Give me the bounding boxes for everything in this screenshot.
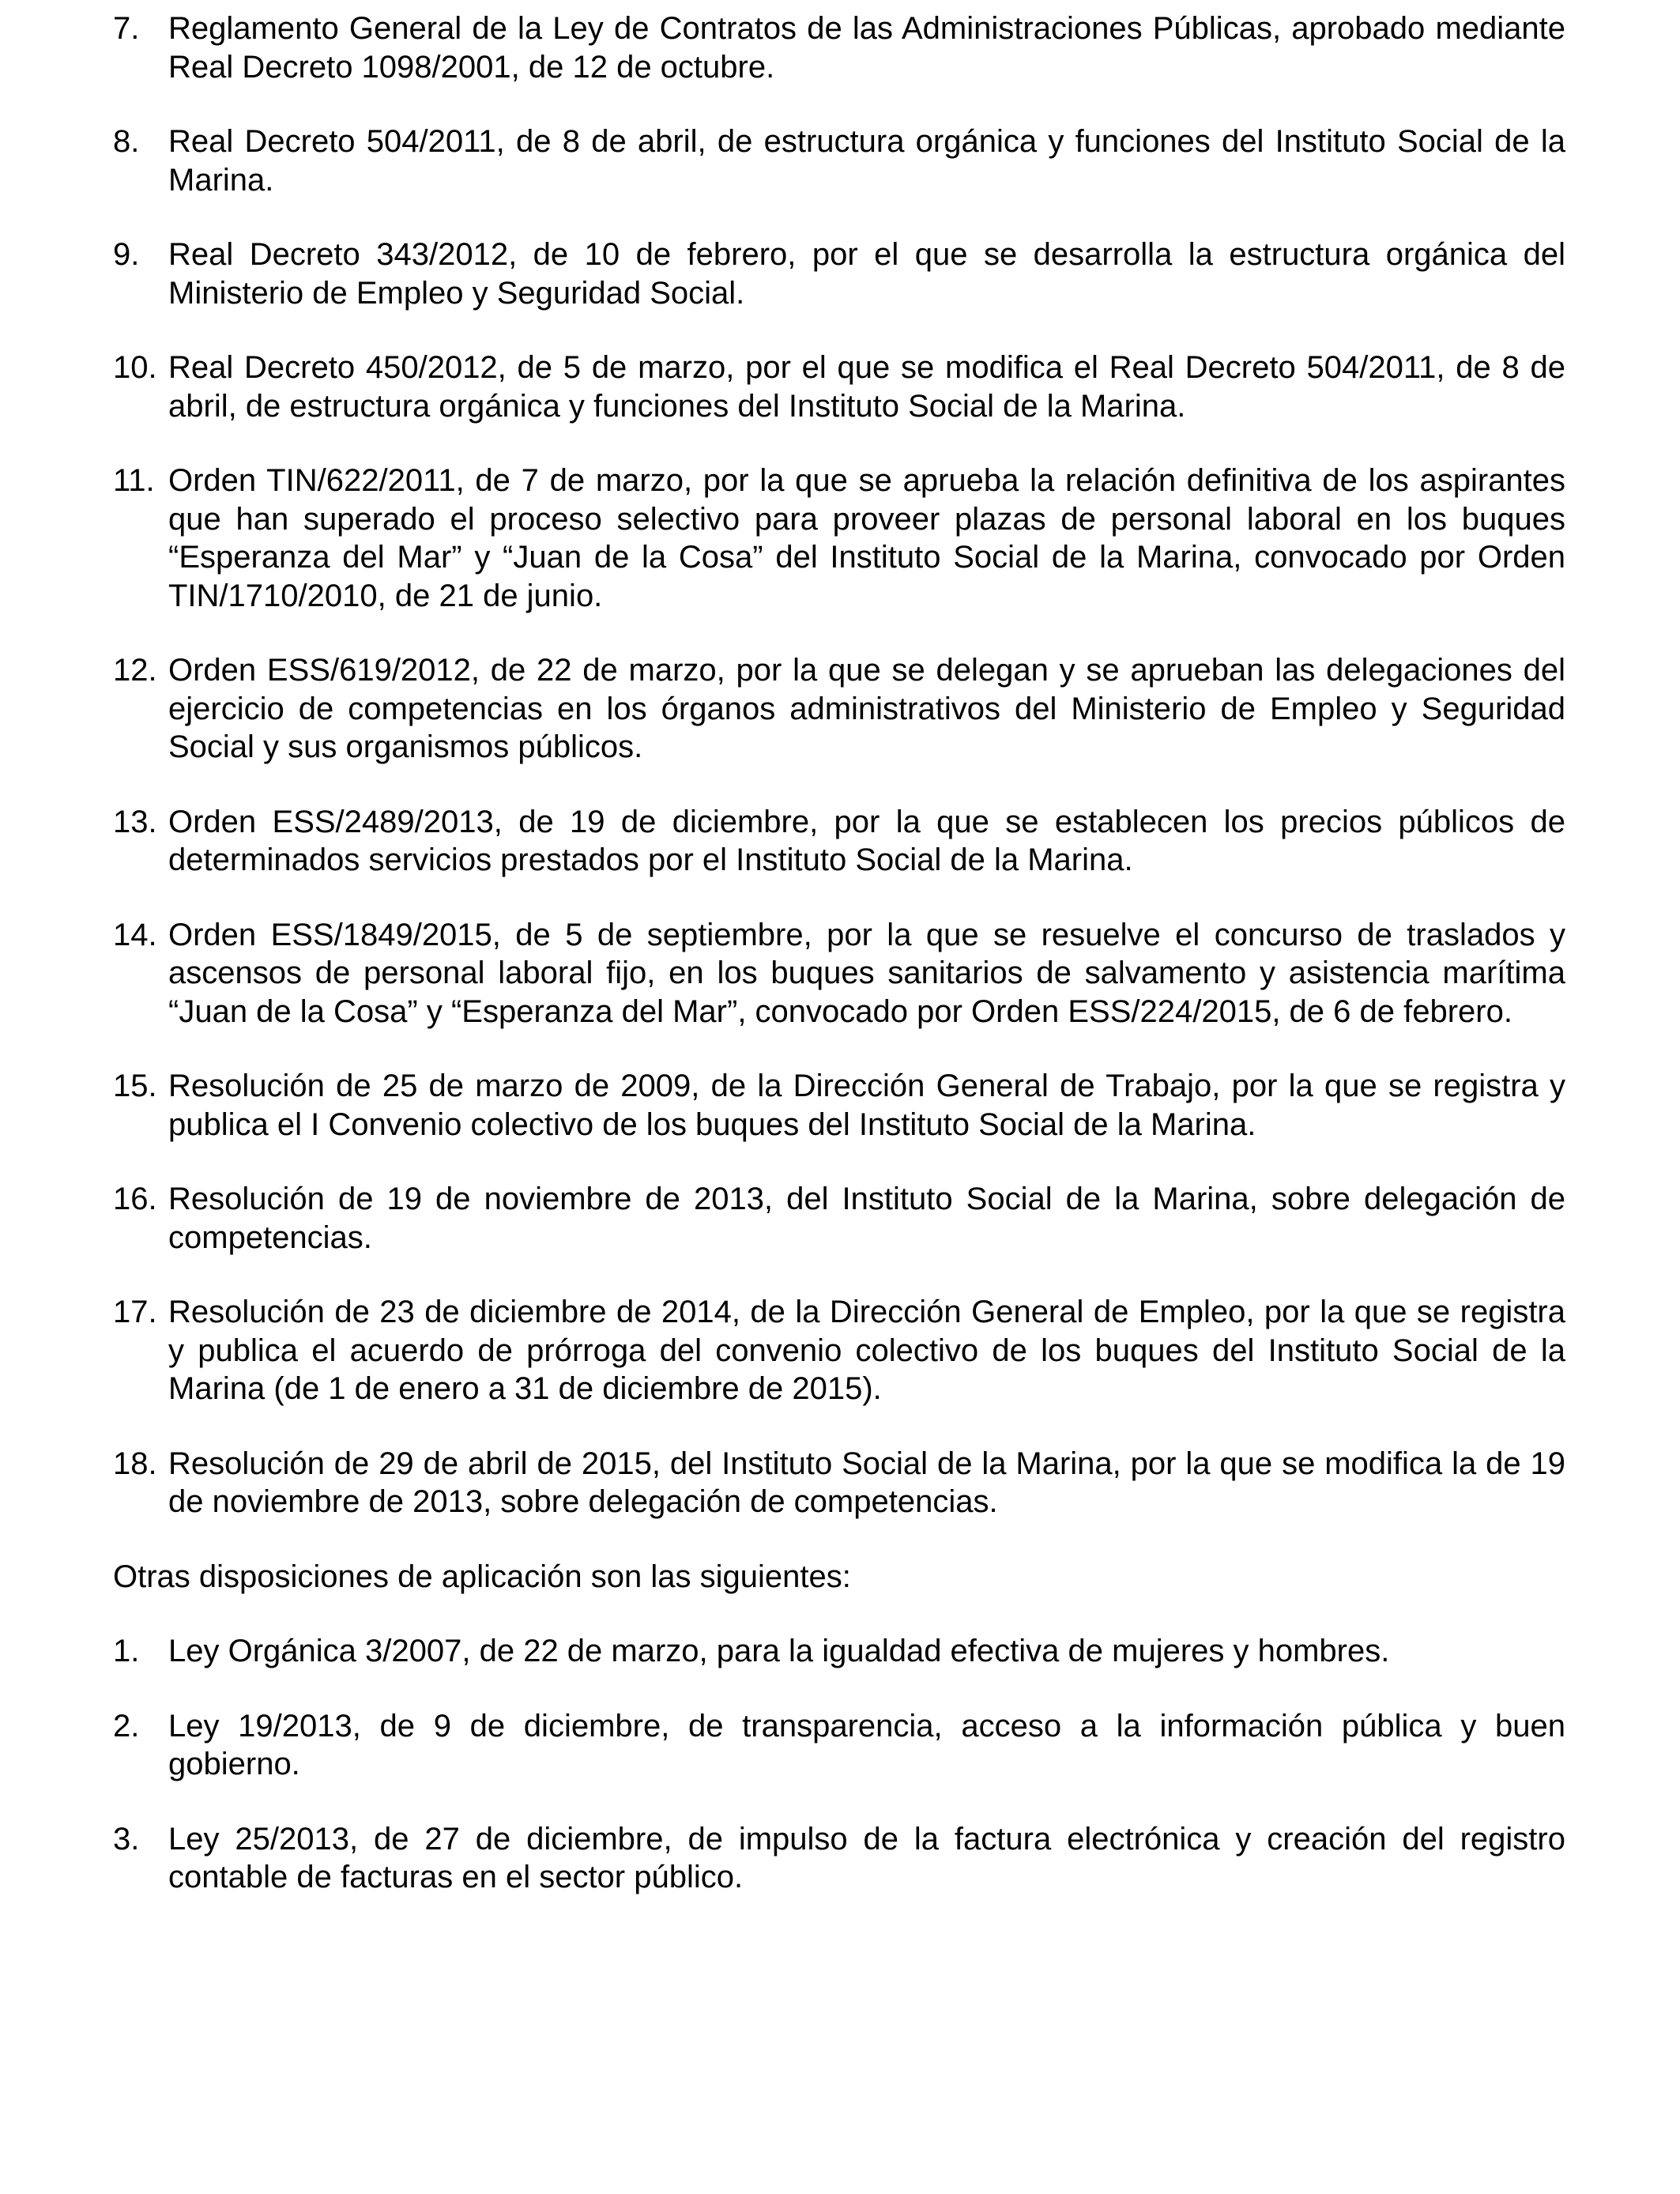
list-item-number: 2. <box>113 1708 140 1744</box>
list-item-text: Resolución de 25 de marzo de 2009, de la Dirección General de Trabajo, por la que se registra y publica el I Convenio colectivo de los buques del Instituto Social de la Marina. <box>168 1069 1565 1142</box>
list-item <box>113 1820 1565 1897</box>
list-item-text: Real Decreto 504/2011, de 8 de abril, de estructura orgánica y funciones del Instituto Social de la Marina. <box>168 124 1565 198</box>
list-item <box>113 236 1565 312</box>
list-item-number: 7. <box>113 11 140 46</box>
list-item <box>113 1067 1565 1144</box>
document-page <box>113 9 1565 1933</box>
list-item <box>113 1180 1565 1257</box>
list-item-number: 11. <box>113 463 155 498</box>
list-item-number: 14. <box>113 917 157 952</box>
list-item <box>113 1707 1565 1784</box>
list-item-number: 10. <box>113 350 157 385</box>
list-item <box>113 1293 1565 1408</box>
list-item <box>113 9 1565 86</box>
list-item-text: Ley 19/2013, de 9 de diciembre, de transparencia, acceso a la información pública y buen gobierno. <box>168 1708 1565 1781</box>
section-intro-paragraph: Otras disposiciones de aplicación son las siguientes: <box>113 1559 851 1594</box>
list-item <box>113 1445 1565 1521</box>
list-item-text: Orden TIN/622/2011, de 7 de marzo, por la que se aprueba la relación definitiva de los aspirantes que han superado el proceso selectivo para proveer plazas de personal laboral en los buques “Esperanza del Mar” y “Juan de la Cosa” del Instituto Social de la Marina, convocado por Orden TIN/1710/2010, de 21 de junio. <box>168 463 1565 613</box>
other-provisions-list <box>113 1632 1565 1897</box>
list-item-text: Reglamento General de la Ley de Contratos de las Administraciones Públicas, aprobado mediante Real Decreto 1098/2001, de 12 de octubre. <box>168 11 1565 85</box>
list-item-text: Ley Orgánica 3/2007, de 22 de marzo, para la igualdad efectiva de mujeres y hombres. <box>168 1634 1390 1668</box>
list-item-number: 9. <box>113 237 140 272</box>
list-item-number: 15. <box>113 1069 157 1103</box>
list-item-text: Resolución de 29 de abril de 2015, del Instituto Social de la Marina, por la que se modifica la de 19 de noviembre de 2013, sobre delegación de competencias. <box>168 1446 1565 1519</box>
list-item-number: 12. <box>113 653 157 688</box>
list-item-text: Resolución de 19 de noviembre de 2013, del Instituto Social de la Marina, sobre delegación de competencias. <box>168 1182 1565 1255</box>
list-item <box>113 462 1565 615</box>
list-item-number: 8. <box>113 124 140 159</box>
list-item <box>113 1632 1565 1671</box>
list-item-number: 13. <box>113 804 157 839</box>
list-item-text: Orden ESS/1849/2015, de 5 de septiembre, por la que se resuelve el concurso de traslados y ascensos de personal laboral fijo, en los buques sanitarios de salvamento y asistencia marítima “Juan de la Cosa” y “Esperanza del Mar”, convocado por Orden ESS/224/2015, de 6 de febrero. <box>168 917 1565 1029</box>
list-item <box>113 803 1565 880</box>
list-item-text: Real Decreto 450/2012, de 5 de marzo, por el que se modifica el Real Decreto 504/2011, de 8 de abril, de estructura orgánica y funciones del Instituto Social de la Marina. <box>168 350 1565 424</box>
list-item-number: 18. <box>113 1446 157 1481</box>
list-item-text: Orden ESS/619/2012, de 22 de marzo, por la que se delegan y se aprueban las delegaciones del ejercicio de competencias en los órganos administrativos del Ministerio de Empleo y Seguridad Social y sus organismos públicos. <box>168 653 1565 764</box>
list-item-text: Ley 25/2013, de 27 de diciembre, de impulso de la factura electrónica y creación del registro contable de facturas en el sector público. <box>168 1821 1565 1894</box>
list-item-number: 1. <box>113 1634 140 1668</box>
list-item-text: Resolución de 23 de diciembre de 2014, de la Dirección General de Empleo, por la que se registra y publica el acuerdo de prórroga del convenio colectivo de los buques del Instituto Social de la Marina (de 1 de enero a 31 de diciembre de 2015). <box>168 1295 1565 1406</box>
list-item-text: Real Decreto 343/2012, de 10 de febrero, por el que se desarrolla la estructura orgánica del Ministerio de Empleo y Seguridad Social. <box>168 237 1565 311</box>
list-item <box>113 916 1565 1031</box>
list-item <box>113 349 1565 425</box>
list-item-number: 3. <box>113 1821 140 1857</box>
list-item-text: Orden ESS/2489/2013, de 19 de diciembre, por la que se establecen los precios públicos de determinados servicios prestados por el Instituto Social de la Marina. <box>168 804 1565 877</box>
list-item <box>113 123 1565 199</box>
list-item <box>113 651 1565 767</box>
regulation-list <box>113 9 1565 1521</box>
list-item-number: 17. <box>113 1295 157 1329</box>
list-item-number: 16. <box>113 1182 157 1216</box>
